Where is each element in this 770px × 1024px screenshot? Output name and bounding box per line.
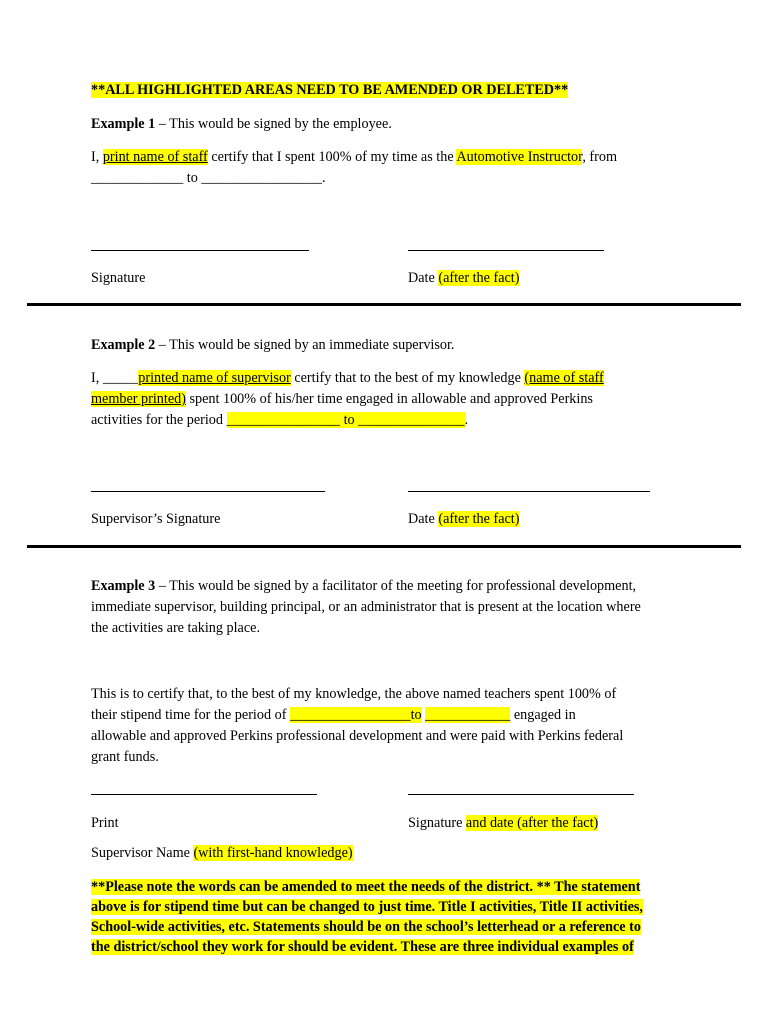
note-line2: above is for stipend time but can be changed to just time. Title I activities, Title II activities,: [91, 899, 643, 915]
example2-statement-line2: member printed) spent 100% of his/her time engaged in allowable and approved Perkins: [91, 391, 593, 407]
example2-date-label: Date (after the fact): [408, 511, 520, 527]
staff-name-placeholder: (name of staff: [524, 370, 604, 386]
example1-desc: – This would be signed by the employee.: [155, 116, 392, 132]
example3-print-label: Print: [91, 815, 119, 831]
period-end-blank: _______________: [358, 412, 465, 428]
note-line3: School-wide activities, etc. Statements should be on the school’s letterhead or a reference to: [91, 919, 641, 935]
example2-signature-line: [91, 491, 325, 492]
example1-heading: Example 1: [91, 116, 156, 132]
certify-line2: their stipend time for the period of _________________to ____________ engaged in: [91, 707, 576, 723]
example1-signature-line: [91, 250, 309, 251]
example2-statement-line1: I, _____printed name of supervisor certify that to the best of my knowledge (name of staff: [91, 370, 604, 386]
section-divider: [27, 545, 741, 548]
example1-signature-label: Signature: [91, 270, 146, 286]
period-start-blank: _________________to: [289, 707, 422, 723]
example3-signature-label: Signature and date (after the fact): [408, 815, 599, 831]
example3-desc-line3: the activities are taking place.: [91, 620, 260, 636]
staff-name-placeholder: print name of staff: [102, 149, 208, 165]
note-line4: the district/school they work for should be evident. These are three individual examples of: [91, 939, 634, 955]
example3-signature-line: [408, 794, 634, 795]
example1-heading-line: [91, 114, 392, 134]
example3-heading: Example 3: [91, 578, 156, 594]
certify-line1: This is to certify that, to the best of my knowledge, the above named teachers spent 100% of: [91, 686, 617, 702]
note-line1: **Please note the words can be amended to meet the needs of the district. ** The statement: [91, 879, 641, 895]
example3-desc: – This would be signed by a facilitator of the meeting for professional development,: [155, 578, 637, 594]
supervisor-name-label: Supervisor Name (with first-hand knowledge): [91, 845, 353, 861]
example3-heading-line: [91, 576, 636, 596]
supervisor-name-placeholder: printed name of supervisor: [138, 370, 291, 386]
example3-desc-line2: immediate supervisor, building principal, or an administrator that is present at the location where: [91, 599, 641, 615]
period-start-blank: ________________: [226, 412, 341, 428]
example3-print-line: [91, 794, 317, 795]
certify-line3: allowable and approved Perkins professional development and were paid with Perkins federal: [91, 728, 624, 744]
example2-statement-line3: activities for the period ________________ to _______________.: [91, 412, 469, 428]
section-divider: [27, 303, 741, 306]
example1-statement-line2: _____________ to _________________.: [91, 170, 326, 186]
highlight-notice: **ALL HIGHLIGHTED AREAS NEED TO BE AMENDED OR DELETED**: [91, 82, 569, 98]
example1-statement-line1: I, print name of staff certify that I spent 100% of my time as the Automotive Instructor, from: [91, 149, 617, 165]
example2-heading: Example 2: [91, 337, 156, 353]
example2-heading-line: [91, 335, 454, 355]
role-placeholder: Automotive Instructor: [456, 149, 583, 165]
example1-date-label: Date (after the fact): [408, 270, 520, 286]
certify-line4: grant funds.: [91, 749, 159, 765]
period-end-blank: ____________: [425, 707, 511, 723]
example2-date-line: [408, 491, 650, 492]
example1-date-line: [408, 250, 604, 251]
example2-desc: – This would be signed by an immediate supervisor.: [155, 337, 455, 353]
example2-signature-label: Supervisor’s Signature: [91, 511, 221, 527]
